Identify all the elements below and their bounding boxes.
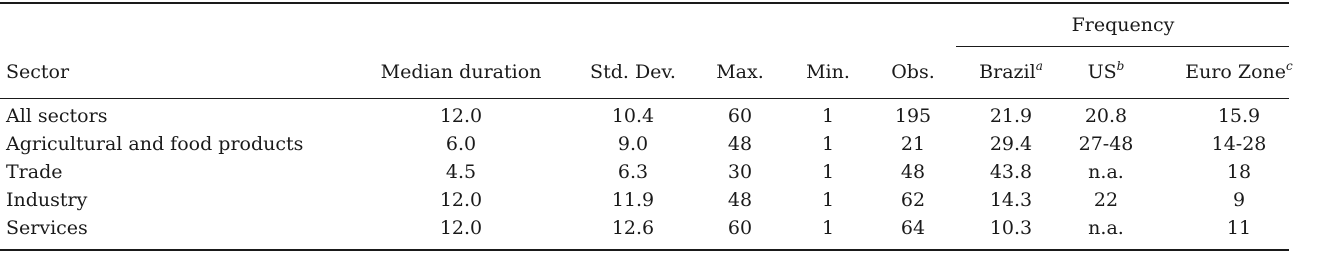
cell-median-duration: 6.0: [445, 133, 477, 155]
header-brazil: [979, 60, 1043, 84]
header-median-duration-label: Median duration: [380, 61, 542, 83]
header-std-dev: [590, 60, 676, 84]
cell-sector: Agricultural and food products: [6, 133, 304, 155]
cell-std-dev: 11.9: [611, 189, 655, 211]
header-min-label: Min.: [806, 61, 850, 83]
cell-std-dev: 6.3: [617, 161, 649, 183]
cell-brazil: 21.9: [989, 105, 1033, 127]
cell-max: 48: [727, 189, 753, 211]
header-us: [1088, 60, 1125, 84]
header-std-dev-label: Std. Dev.: [590, 61, 676, 83]
cell-obs: 48: [900, 161, 926, 183]
cell-median-duration: 12.0: [439, 105, 483, 127]
cell-brazil: 43.8: [989, 161, 1033, 183]
cell-obs: 62: [900, 189, 926, 211]
cell-min: 1: [821, 105, 835, 127]
cell-obs: 64: [900, 217, 926, 239]
frequency-group-header: Frequency: [1071, 14, 1175, 36]
header-obs-label: Obs.: [891, 61, 935, 83]
cell-sector: Trade: [6, 161, 63, 183]
header-rule: [0, 98, 1289, 99]
top-rule: [0, 2, 1289, 4]
header-median-duration: [381, 60, 542, 84]
cell-brazil: 29.4: [989, 133, 1033, 155]
cell-us: 22: [1093, 189, 1119, 211]
cell-min: 1: [821, 217, 835, 239]
cell-euro-zone: 11: [1226, 217, 1252, 239]
header-min: [806, 60, 850, 84]
header-max: [716, 60, 764, 84]
cell-us: n.a.: [1088, 161, 1124, 183]
header-sector-label: Sector: [6, 61, 70, 83]
cell-std-dev: 12.6: [611, 217, 655, 239]
footnote-marker: a: [1035, 59, 1043, 73]
cell-sector: Services: [6, 217, 88, 239]
header-brazil-label: Brazil: [979, 61, 1036, 83]
footnote-marker: c: [1286, 59, 1293, 73]
cell-max: 48: [727, 133, 753, 155]
frequency-group-rule: [956, 46, 1289, 47]
cell-max: 60: [727, 217, 753, 239]
cell-max: 30: [727, 161, 753, 183]
cell-euro-zone: 15.9: [1217, 105, 1261, 127]
bottom-rule: [0, 249, 1289, 251]
footnote-marker: b: [1116, 59, 1125, 73]
header-euro-zone: [1185, 60, 1293, 84]
cell-obs: 21: [900, 133, 926, 155]
cell-euro-zone: 18: [1226, 161, 1252, 183]
cell-obs: 195: [894, 105, 932, 127]
cell-sector: All sectors: [6, 105, 108, 127]
cell-std-dev: 10.4: [611, 105, 655, 127]
cell-brazil: 14.3: [989, 189, 1033, 211]
cell-std-dev: 9.0: [617, 133, 649, 155]
cell-min: 1: [821, 133, 835, 155]
cell-median-duration: 12.0: [439, 189, 483, 211]
cell-brazil: 10.3: [989, 217, 1033, 239]
cell-us: n.a.: [1088, 217, 1124, 239]
cell-euro-zone: 14-28: [1211, 133, 1267, 155]
header-us-label: US: [1087, 61, 1117, 83]
cell-min: 1: [821, 189, 835, 211]
cell-median-duration: 12.0: [439, 217, 483, 239]
header-sector: [6, 60, 69, 84]
cell-us: 20.8: [1084, 105, 1128, 127]
cell-euro-zone: 9: [1232, 189, 1246, 211]
cell-max: 60: [727, 105, 753, 127]
cell-median-duration: 4.5: [445, 161, 477, 183]
header-max-label: Max.: [716, 61, 764, 83]
header-euro-zone-label: Euro Zone: [1185, 61, 1287, 83]
header-obs: [891, 60, 935, 84]
cell-sector: Industry: [6, 189, 88, 211]
cell-us: 27-48: [1078, 133, 1134, 155]
cell-min: 1: [821, 161, 835, 183]
